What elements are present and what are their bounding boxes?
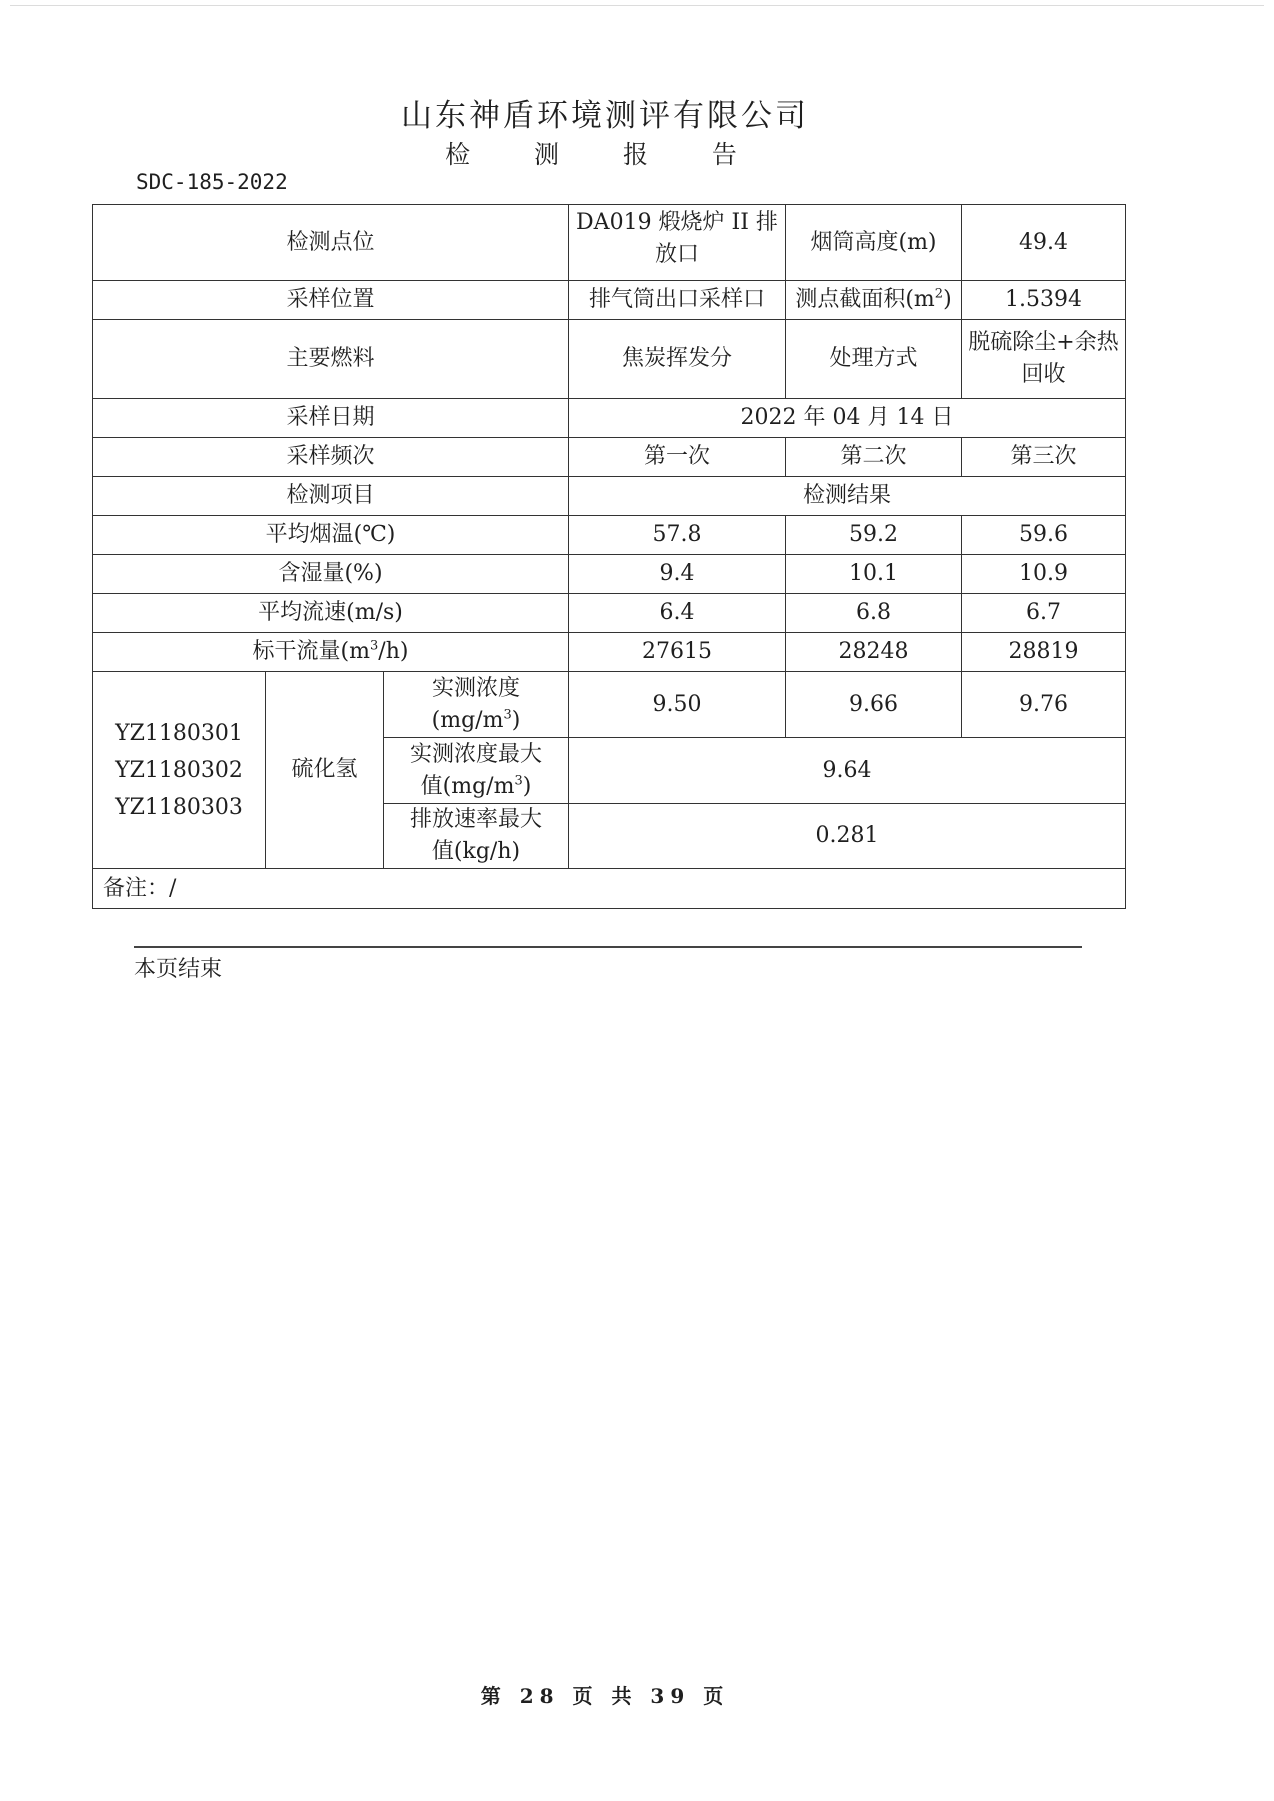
table-row [93,672,1126,738]
moisture-label: 含湿量(%) [93,555,569,594]
section-area-label: 测点截面积$(m^2)$ [786,281,962,320]
measured-conc-run-1: 9.50 [569,672,786,738]
table-row [93,205,1126,281]
sampling-position-value: 排气筒出口采样口 [569,281,786,320]
table-row [93,320,1126,399]
report-table [92,204,1126,909]
avg-temp-label: 平均烟温(℃) [93,516,569,555]
max-conc-value: 9.64 [569,738,1126,804]
measured-conc-run-3: 9.76 [962,672,1126,738]
table-row [93,281,1126,320]
date-value: 2022 年 04 月 14 日 [569,399,1126,438]
avg-temp-run-1: 57.8 [569,516,786,555]
stack-height-label: 烟筒高度(m) [786,205,962,281]
velocity-label: 平均流速(m/s) [93,594,569,633]
end-divider [134,946,1082,948]
run-1: 第一次 [569,438,786,477]
report-title: 检 测 报 告 [445,140,765,169]
fuel-label: 主要燃料 [93,320,569,399]
sample-codes [93,672,266,869]
treatment-value: 脱硫除尘+余热回收 [962,320,1126,399]
moisture-run-2: 10.1 [786,555,962,594]
company-name: 山东神盾环境测评有限公司 [401,98,809,134]
run-2: 第二次 [786,438,962,477]
flow-run-1: 27615 [569,633,786,672]
table-row [93,594,1126,633]
sample-code: YZ1180302 [115,757,243,783]
section-area-value: 1.5394 [962,281,1126,320]
page-end-note: 本页结束 [134,957,223,982]
table-row [93,438,1126,477]
run-3: 第三次 [962,438,1126,477]
table-row [93,633,1126,672]
sampling-position-label: 采样位置 [93,281,569,320]
max-conc-label: 实测浓度最大 值$(mg/m^3)$ [384,738,569,804]
page-top-border [10,5,1264,6]
stack-height-value: 49.4 [962,205,1126,281]
sample-code: YZ1180301 [115,720,243,746]
table-row [93,477,1126,516]
velocity-run-1: 6.4 [569,594,786,633]
point-label: 检测点位 [93,205,569,281]
max-rate-label: 排放速率最大 值(kg/h) [384,804,569,869]
table-row [93,869,1126,909]
avg-temp-run-2: 59.2 [786,516,962,555]
sample-code: YZ1180303 [115,794,243,820]
frequency-label: 采样频次 [93,438,569,477]
remark: 备注：/ [93,869,1126,909]
point-value: DA019 煅烧炉 II 排放口 [569,205,786,281]
page-number: 第 28 页 共 39 页 [480,1684,730,1708]
avg-temp-run-3: 59.6 [962,516,1126,555]
date-label: 采样日期 [93,399,569,438]
table-row [93,516,1126,555]
measured-conc-label: 实测浓度 $(mg/m^3)$ [384,672,569,738]
table-row [93,399,1126,438]
report-number: SDC-185-2022 [136,170,288,194]
velocity-run-3: 6.7 [962,594,1126,633]
moisture-run-1: 9.4 [569,555,786,594]
fuel-value: 焦炭挥发分 [569,320,786,399]
moisture-run-3: 10.9 [962,555,1126,594]
flow-run-2: 28248 [786,633,962,672]
pollutant-name: 硫化氢 [266,672,384,869]
result-label: 检测结果 [569,477,1126,516]
max-rate-value: 0.281 [569,804,1126,869]
item-label: 检测项目 [93,477,569,516]
table-row [93,555,1126,594]
flow-run-3: 28819 [962,633,1126,672]
measured-conc-run-2: 9.66 [786,672,962,738]
flow-label: 标干流量$(m^3/h)$ [93,633,569,672]
treatment-label: 处理方式 [786,320,962,399]
velocity-run-2: 6.8 [786,594,962,633]
